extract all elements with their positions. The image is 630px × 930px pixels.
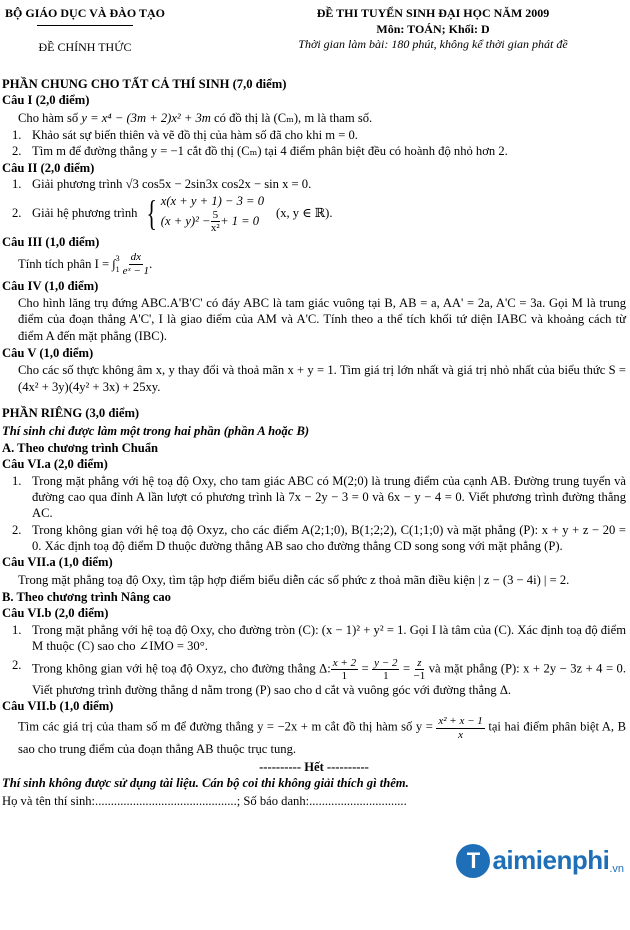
watermark-tld: .vn xyxy=(609,862,624,875)
question-4-text: Cho hình lăng trụ đứng ABC.A'B'C' có đáy ABC là tam giác vuông tại B, AB = a, AA' = 2a, A'C = 3a. Gọi M là trung điểm của đoạn thẳng A'C', I là giao điểm của AM và A'C. Tính theo a thể tích khối tứ diện IABC và khoảng cách từ điểm A đến mặt phẳng (IBC). xyxy=(18,295,626,343)
question-6b-title: Câu VI.b (2,0 điểm) xyxy=(2,606,109,621)
header-left xyxy=(0,6,170,55)
common-part-title: PHẦN CHUNG CHO TẤT CẢ THÍ SINH (7,0 điểm) xyxy=(2,77,287,91)
end-marker: ---------- Hết ---------- xyxy=(259,759,369,774)
hyperbola-fraction: $\frac{\text{x² + x − 1}}{x}$ xyxy=(438,715,483,741)
question-5-title: Câu V (1,0 điểm) xyxy=(2,346,94,361)
official-label: ĐỀ CHÍNH THỨC xyxy=(38,39,132,54)
question-1-title: Câu I (2,0 điểm) xyxy=(2,93,90,108)
question-6b-item-2: 2. Trong không gian với hệ toạ độ Oxyz, cho đường thẳng Δ: $\frac{x + 2}{1}$ = $\frac{y - 2}{1}$ = $\frac{z}{-1}$ và mặt phẳng (P): x + 2y − 3z + 4 = 0. Viết phương trình đường thẳng d nằm trong (P) sao cho d cắt và vuông góc với đường thẳng Δ. xyxy=(12,656,626,697)
question-1-item-1: 1. Khảo sát sự biến thiên và vẽ đồ thị của hàm số đã cho khi m = 0. xyxy=(12,128,358,143)
question-6a-item-1: 1. Trong mặt phẳng với hệ toạ độ Oxy, cho tam giác ABC có M(2;0) là trung điểm của cạnh AB. Đường trung tuyến và đường cao qua đỉnh A lần lượt có phương trình là 7x − 2y − 3 = 0 và 6x − y − 4 = 0. Viết phương trình đường thẳng AC. xyxy=(12,473,626,521)
integral-fraction: $\frac{dx}{\text{eˣ − 1}}$ xyxy=(122,251,150,277)
question-6a-title: Câu VI.a (2,0 điểm) xyxy=(2,457,108,472)
system-fraction: $\frac{5}{\text{x²}}$ xyxy=(210,208,220,234)
exam-body xyxy=(2,74,626,810)
ministry-name: BỘ GIÁO DỤC VÀ ĐÀO TẠO xyxy=(5,6,165,20)
question-5-text: Cho các số thực không âm x, y thay đổi và thoả mãn x + y = 1. Tìm giá trị lớn nhất và giá trị nhỏ nhất của biểu thức S = (4x² + 3y)(4y² + 3x) + 25xy. xyxy=(18,363,626,394)
taimienphi-logo-icon: T xyxy=(456,844,490,878)
separate-part-title: PHẦN RIÊNG (3,0 điểm) xyxy=(2,406,140,421)
candidate-fields: Họ và tên thí sinh:.............................................; Số báo danh:............................... xyxy=(2,793,407,808)
exam-time: Thời gian làm bài: 180 phút, không kể thời gian phát đề xyxy=(298,37,568,52)
taimienphi-watermark xyxy=(456,844,624,878)
question-2-item-1: 1. Giải phương trình √3 cos5x − 2sin3x cos2x − sin x = 0. xyxy=(12,177,312,192)
question-7b-text: Tìm các giá trị của tham số m để đường thẳng y = −2x + m cắt đồ thị hàm số y = $\frac{\text{x² + x − 1}}{x}$ tại hai điểm phân biệt A, B sao cho trung điểm của đoạn thẳng AB thuộc trục tung. xyxy=(18,715,626,756)
exam-subject: Môn: TOÁN; Khối: D xyxy=(376,21,490,36)
header-right xyxy=(240,6,626,53)
brace-icon: { xyxy=(146,193,158,234)
system-equation-1: x(x + y + 1) − 3 = 0 xyxy=(160,193,264,208)
header-rule xyxy=(37,25,133,26)
question-3-text: Tính tích phân I = ∫ 3 1 $\frac{dx}{\text{eˣ − 1}}$ . xyxy=(18,251,153,277)
question-1-item-2: 2. Tìm m để đường thẳng y = −1 cắt đồ thị (Cₘ) tại 4 điểm phân biệt đều có hoành độ nhỏ hơn 2. xyxy=(12,144,508,159)
question-6a-item-2: 2. Trong không gian với hệ toạ độ Oxyz, cho các điểm A(2;1;0), B(1;2;2), C(1;1;0) và mặt phẳng (P): x + y + z − 20 = 0. Xác định toạ độ điểm D thuộc đường thẳng AB sao cho đường thẳng CD song song với mặt phẳng (P). xyxy=(12,522,626,553)
exam-title: ĐỀ THI TUYỂN SINH ĐẠI HỌC NĂM 2009 xyxy=(316,6,550,20)
question-1-formula: y = x⁴ − (3m + 2)x² + 3m xyxy=(81,110,211,125)
question-6b-item-1: 1. Trong mặt phẳng với hệ toạ độ Oxy, cho đường tròn (C): (x − 1)² + y² = 1. Gọi I là tâm của (C). Xác định toạ độ điểm M thuộc (C) sao cho ∠IMO = 30°. xyxy=(12,622,626,654)
delta-fraction-z: $\frac{z}{-1}$ xyxy=(413,656,426,682)
question-4-title: Câu IV (1,0 điểm) xyxy=(2,278,99,293)
delta-fraction-x: $\frac{x + 2}{1}$ xyxy=(332,656,357,682)
question-1-intro: Cho hàm số y = x⁴ − (3m + 2)x² + 3m có đồ thị là (Cₘ), m là tham số. xyxy=(18,110,373,125)
question-7a-text: Trong mặt phẳng toạ độ Oxy, tìm tập hợp điểm biểu diễn các số phức z thoả mãn điều kiện | z − (3 − 4i) | = 2. xyxy=(18,572,570,587)
delta-fraction-y: $\frac{y - 2}{1}$ xyxy=(374,656,398,682)
question-3-title: Câu III (1,0 điểm) xyxy=(2,235,100,250)
question-2-item-2: 2. Giải hệ phương trình { x(x + y + 1) − 3 = 0 (x + y)² − $\frac{5}{\text{x²}}$ + 1 = 0 (x, y ∈ ℝ). xyxy=(12,193,333,234)
equation-system: { x(x + y + 1) − 3 = 0 (x + y)² − $\frac{5}{\text{x²}}$ + 1 = 0 xyxy=(146,193,264,234)
footer-note: Thí sinh không được sử dụng tài liệu. Cán bộ coi thi không giải thích gì thêm. xyxy=(2,776,409,791)
watermark-name: aimienphi xyxy=(492,845,610,876)
system-domain: (x, y ∈ ℝ). xyxy=(276,206,333,221)
question-7b-title: Câu VII.b (1,0 điểm) xyxy=(2,699,114,714)
question-2-title: Câu II (2,0 điểm) xyxy=(2,160,95,175)
separate-part-subtitle: Thí sinh chỉ được làm một trong hai phần (phần A hoặc B) xyxy=(2,424,310,439)
program-b-title: B. Theo chương trình Nâng cao xyxy=(2,590,171,605)
program-a-title: A. Theo chương trình Chuẩn xyxy=(2,440,159,455)
question-7a-title: Câu VII.a (1,0 điểm) xyxy=(2,555,113,570)
